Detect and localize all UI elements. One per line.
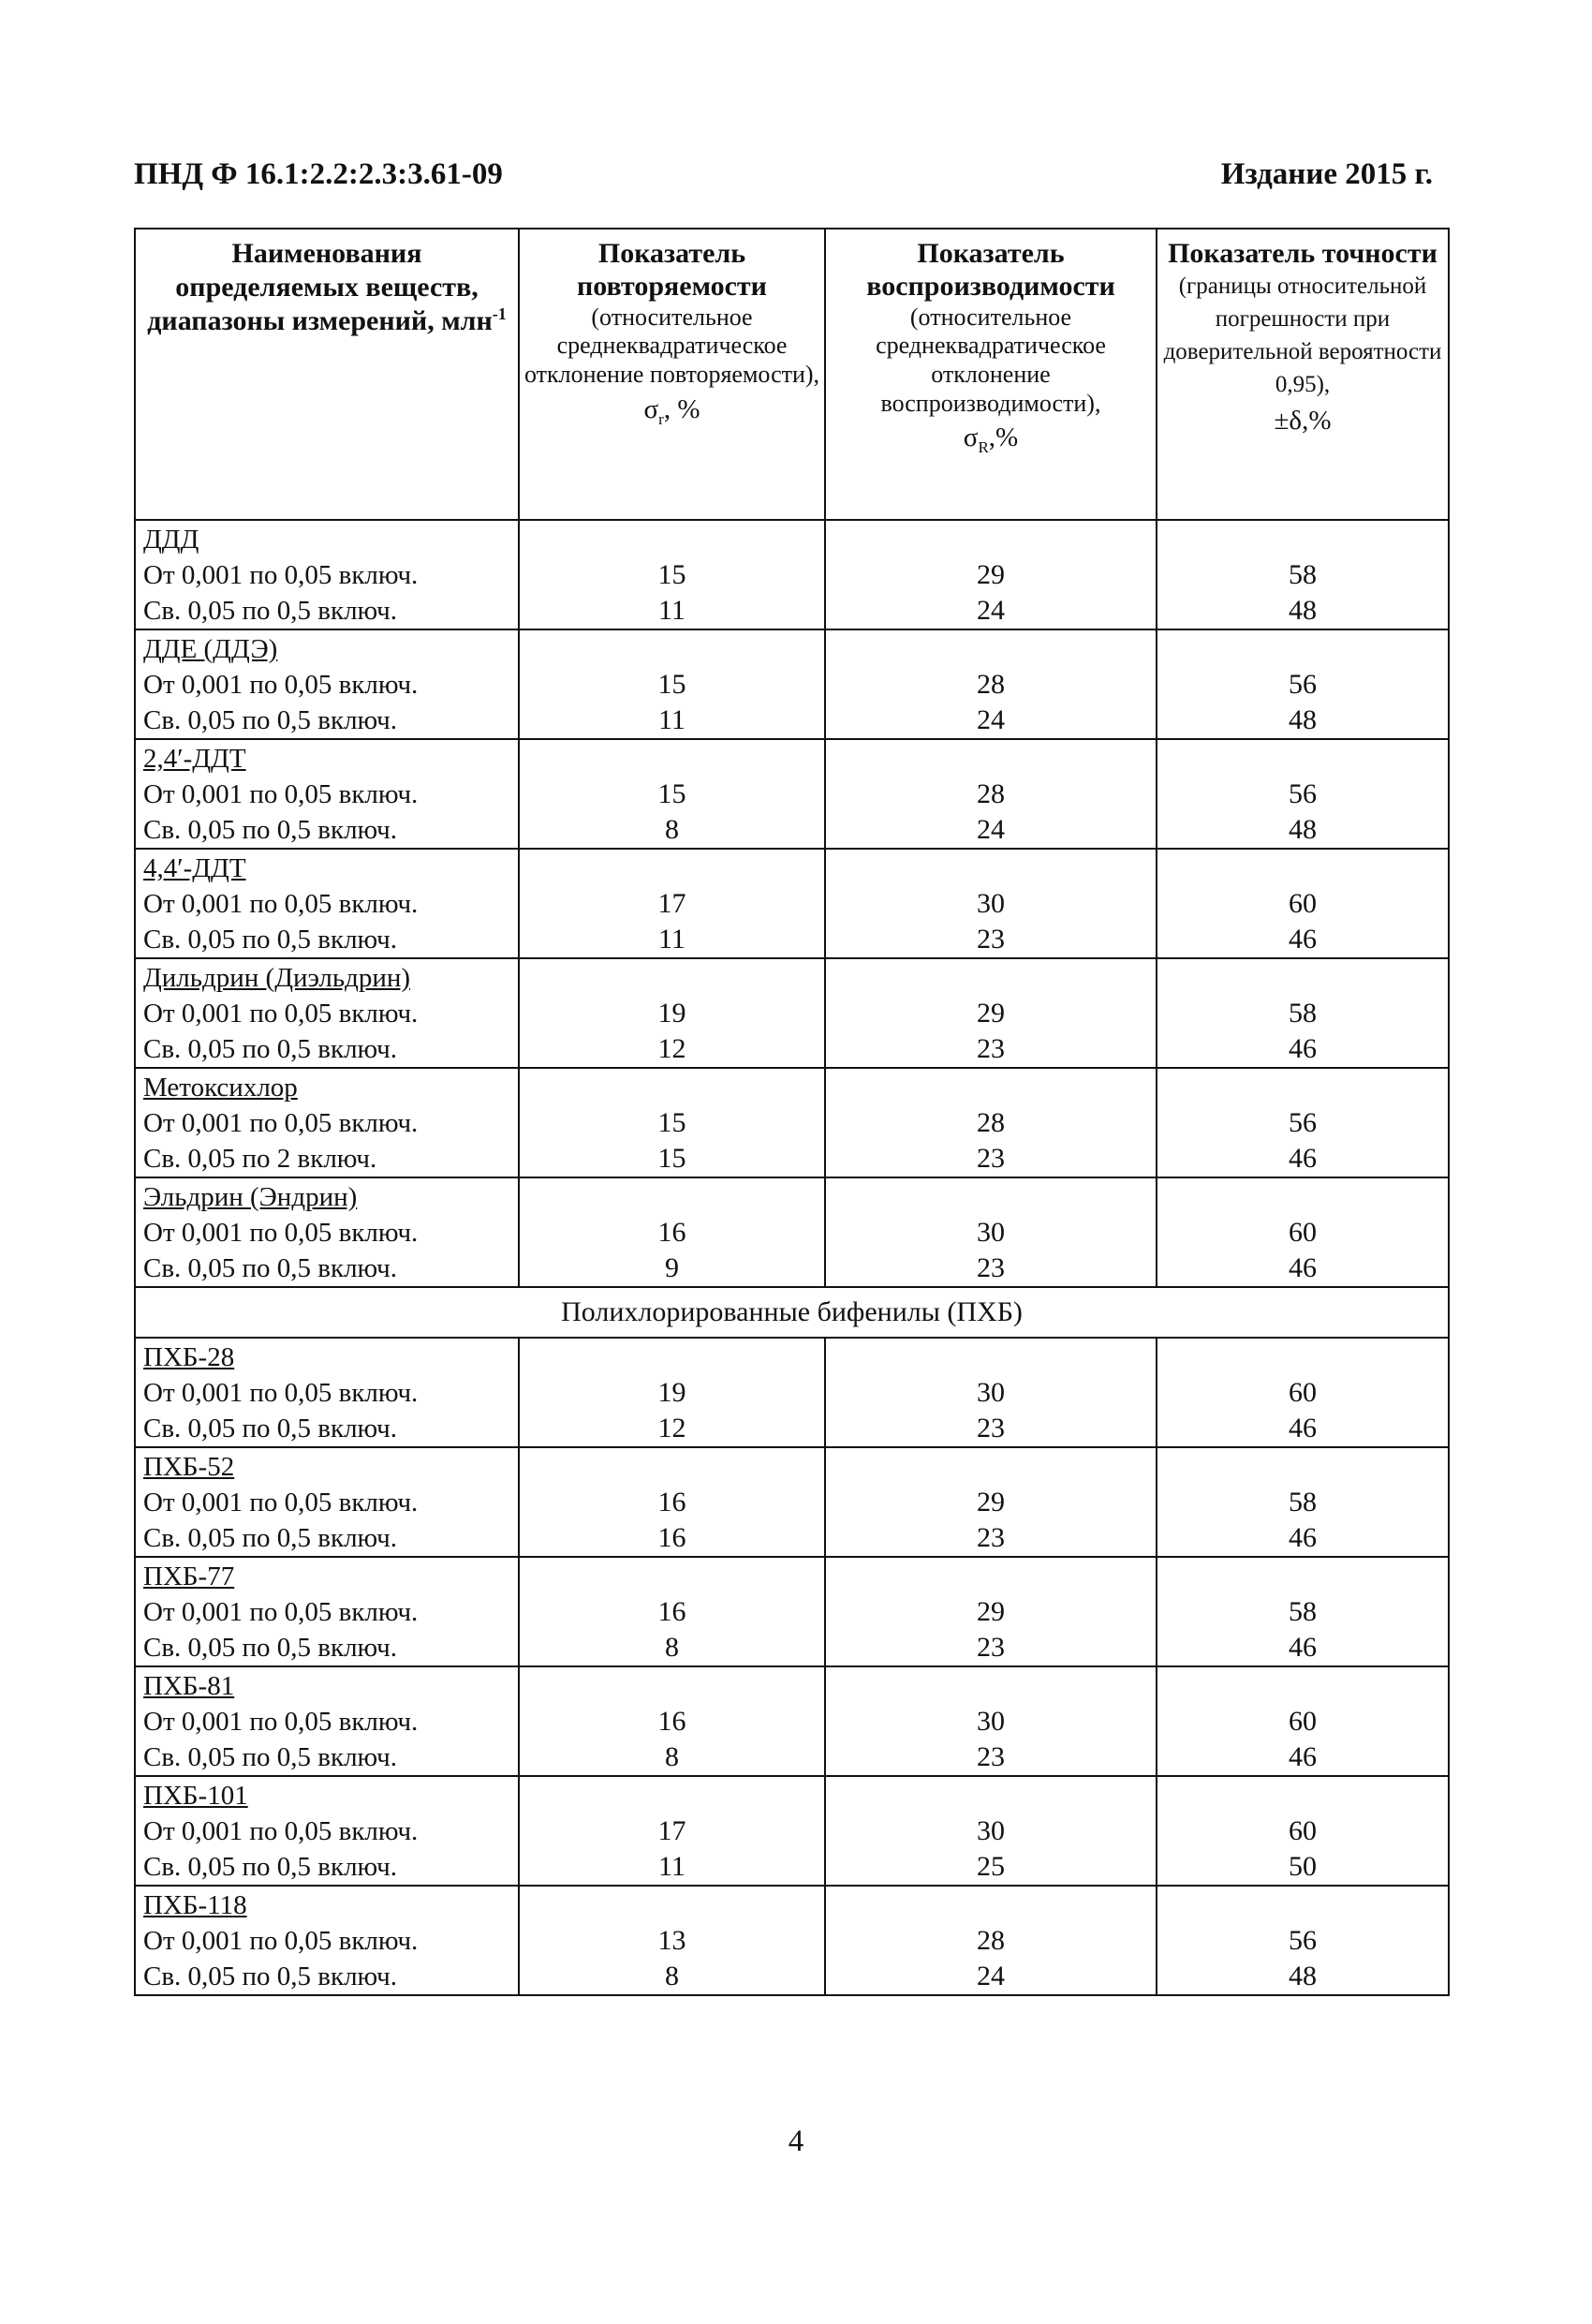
- reproducibility-value: 24: [977, 595, 1005, 626]
- substance-name: 2,4′-ДДТ: [143, 744, 246, 774]
- table-row: [135, 739, 1449, 849]
- repeatability-cell: [519, 1177, 825, 1287]
- repeatability-value: 17: [657, 888, 686, 919]
- reproducibility-value: 24: [977, 814, 1005, 845]
- substance-name: ДДД: [143, 525, 199, 555]
- header-repeatability-symbol: $\sigma_r$, %: [643, 393, 700, 428]
- table-row: [135, 1886, 1449, 1995]
- repeatability-value: 11: [658, 595, 685, 626]
- repeatability-value: 15: [657, 778, 686, 809]
- reproducibility-value: 30: [977, 1377, 1005, 1408]
- reproducibility-cell: [825, 958, 1157, 1068]
- reproducibility-value: 30: [977, 1706, 1005, 1737]
- measurement-range: Св. 0,05 по 0,5 включ.: [143, 1523, 397, 1553]
- substance-name: ПХБ-28: [143, 1342, 235, 1372]
- accuracy-value: 48: [1289, 1961, 1317, 1991]
- measurement-range: Св. 0,05 по 0,5 включ.: [143, 1852, 397, 1882]
- table-row: [135, 1338, 1449, 1447]
- measurement-range: От 0,001 по 0,05 включ.: [143, 670, 419, 700]
- repeatability-value: 16: [657, 1487, 686, 1517]
- reproducibility-value: 29: [977, 1487, 1005, 1517]
- table-row: [135, 1666, 1449, 1776]
- repeatability-cell: [519, 1886, 825, 1995]
- repeatability-value: 9: [665, 1252, 679, 1283]
- accuracy-value: 48: [1289, 814, 1317, 845]
- accuracy-value: 60: [1289, 1377, 1317, 1408]
- header-substances-unit-exponent: -1: [492, 304, 507, 323]
- repeatability-value: 12: [657, 1033, 686, 1064]
- measurement-range: Св. 0,05 по 0,5 включ.: [143, 1742, 397, 1772]
- accuracy-value: 58: [1289, 998, 1317, 1029]
- accuracy-cell: [1157, 629, 1449, 739]
- header-reproducibility-title: Показатель воспроизводимости: [866, 238, 1115, 303]
- header-accuracy-symbol: ±δ,%: [1274, 406, 1332, 437]
- reproducibility-cell: [825, 1447, 1157, 1557]
- table-row: [135, 1776, 1449, 1886]
- repeatability-value: 19: [657, 1377, 686, 1408]
- repeatability-value: 11: [658, 1851, 685, 1882]
- substance-cell: [135, 958, 519, 1068]
- accuracy-value: 60: [1289, 1706, 1317, 1737]
- measurement-range: От 0,001 по 0,05 включ.: [143, 889, 419, 919]
- measurement-range: От 0,001 по 0,05 включ.: [143, 1707, 419, 1737]
- header-repeatability: [519, 229, 825, 520]
- accuracy-value: 60: [1289, 1217, 1317, 1248]
- measurement-range: Св. 0,05 по 0,5 включ.: [143, 1253, 397, 1283]
- substance-name: Метоксихлор: [143, 1073, 298, 1103]
- accuracy-cell: [1157, 1177, 1449, 1287]
- reproducibility-cell: [825, 1338, 1157, 1447]
- measurement-range: От 0,001 по 0,05 включ.: [143, 1218, 419, 1248]
- reproducibility-value: 23: [977, 1632, 1005, 1663]
- substance-cell: [135, 520, 519, 629]
- reproducibility-value: 28: [977, 669, 1005, 700]
- accuracy-cell: [1157, 1886, 1449, 1995]
- organochlorine-rows: [135, 520, 1449, 1287]
- repeatability-cell: [519, 1338, 825, 1447]
- accuracy-value: 58: [1289, 1487, 1317, 1517]
- reproducibility-value: 23: [977, 1413, 1005, 1443]
- reproducibility-value: 23: [977, 924, 1005, 955]
- substance-name: ПХБ-52: [143, 1452, 235, 1482]
- substance-cell: [135, 739, 519, 849]
- accuracy-value: 60: [1289, 888, 1317, 919]
- reproducibility-value: 23: [977, 1522, 1005, 1553]
- repeatability-cell: [519, 629, 825, 739]
- accuracy-value: 60: [1289, 1815, 1317, 1846]
- reproducibility-cell: [825, 629, 1157, 739]
- repeatability-value: 8: [665, 1632, 679, 1663]
- accuracy-cell: [1157, 849, 1449, 958]
- repeatability-cell: [519, 1557, 825, 1666]
- page-number: 4: [788, 2124, 804, 2158]
- table-row: [135, 1557, 1449, 1666]
- repeatability-value: 19: [657, 998, 686, 1029]
- repeatability-value: 15: [657, 1143, 686, 1174]
- substance-cell: [135, 1776, 519, 1886]
- accuracy-cell: [1157, 1338, 1449, 1447]
- repeatability-value: 16: [657, 1596, 686, 1627]
- accuracy-value: 58: [1289, 1596, 1317, 1627]
- accuracy-value: 46: [1289, 1741, 1317, 1772]
- document-edition: Издание 2015 г.: [1220, 157, 1433, 191]
- reproducibility-value: 23: [977, 1252, 1005, 1283]
- measurement-range: От 0,001 по 0,05 включ.: [143, 1926, 419, 1956]
- accuracy-value: 56: [1289, 1925, 1317, 1956]
- measurement-range: Св. 0,05 по 0,5 включ.: [143, 1414, 397, 1443]
- reproducibility-value: 28: [977, 1925, 1005, 1956]
- substance-name: ПХБ-118: [143, 1890, 247, 1920]
- repeatability-cell: [519, 1776, 825, 1886]
- reproducibility-value: 29: [977, 559, 1005, 590]
- table-row: [135, 629, 1449, 739]
- measurement-range: От 0,001 по 0,05 включ.: [143, 999, 419, 1029]
- accuracy-cell: [1157, 739, 1449, 849]
- repeatability-value: 16: [657, 1706, 686, 1737]
- repeatability-value: 16: [657, 1217, 686, 1248]
- substance-cell: [135, 849, 519, 958]
- header-reproducibility-subtitle: (относительное среднеквадратическое отклонение воспроизводимости),: [876, 303, 1106, 417]
- reproducibility-cell: [825, 1886, 1157, 1995]
- accuracy-cell: [1157, 1666, 1449, 1776]
- accuracy-value: 46: [1289, 1413, 1317, 1443]
- accuracy-value: 46: [1289, 1632, 1317, 1663]
- accuracy-value: 46: [1289, 1522, 1317, 1553]
- table-row: [135, 1177, 1449, 1287]
- reproducibility-value: 25: [977, 1851, 1005, 1882]
- accuracy-value: 58: [1289, 559, 1317, 590]
- reproducibility-cell: [825, 849, 1157, 958]
- repeatability-value: 13: [657, 1925, 686, 1956]
- table-row: [135, 958, 1449, 1068]
- substance-cell: [135, 1666, 519, 1776]
- repeatability-value: 8: [665, 1961, 679, 1991]
- repeatability-value: 12: [657, 1413, 686, 1443]
- measurement-range: Св. 0,05 по 0,5 включ.: [143, 1633, 397, 1663]
- reproducibility-value: 24: [977, 1961, 1005, 1991]
- header-substances-title: Наименования определяемых веществ, диапазоны измерений, млн: [147, 238, 493, 336]
- substance-cell: [135, 1068, 519, 1177]
- repeatability-cell: [519, 1068, 825, 1177]
- measurement-range: От 0,001 по 0,05 включ.: [143, 560, 419, 590]
- measurement-range: Св. 0,05 по 0,5 включ.: [143, 925, 397, 955]
- measurement-range: Св. 0,05 по 2 включ.: [143, 1144, 377, 1174]
- measurement-range: От 0,001 по 0,05 включ.: [143, 1488, 419, 1517]
- pcb-rows: [135, 1338, 1449, 1995]
- substance-cell: [135, 1177, 519, 1287]
- substance-cell: [135, 629, 519, 739]
- header-substances: [135, 229, 519, 520]
- repeatability-value: 16: [657, 1522, 686, 1553]
- accuracy-value: 56: [1289, 1107, 1317, 1138]
- header-reproducibility: [825, 229, 1157, 520]
- substance-name: Эльдрин (Эндрин): [143, 1182, 358, 1212]
- measurement-range: Св. 0,05 по 0,5 включ.: [143, 705, 397, 735]
- accuracy-cell: [1157, 1068, 1449, 1177]
- table-row: [135, 849, 1449, 958]
- repeatability-value: 11: [658, 704, 685, 735]
- table-row: [135, 1447, 1449, 1557]
- accuracy-cell: [1157, 958, 1449, 1068]
- measurement-range: Св. 0,05 по 0,5 включ.: [143, 596, 397, 626]
- table-header-row: [135, 229, 1449, 520]
- table-row: [135, 520, 1449, 629]
- repeatability-cell: [519, 520, 825, 629]
- accuracy-cell: [1157, 520, 1449, 629]
- reproducibility-cell: [825, 1776, 1157, 1886]
- precision-table: [134, 228, 1450, 1996]
- repeatability-value: 8: [665, 1741, 679, 1772]
- reproducibility-value: 24: [977, 704, 1005, 735]
- section-row: [135, 1287, 1449, 1338]
- accuracy-value: 46: [1289, 924, 1317, 955]
- substance-name: ПХБ-101: [143, 1781, 248, 1811]
- accuracy-value: 46: [1289, 1252, 1317, 1283]
- repeatability-value: 15: [657, 559, 686, 590]
- reproducibility-value: 23: [977, 1143, 1005, 1174]
- reproducibility-value: 23: [977, 1741, 1005, 1772]
- accuracy-value: 56: [1289, 669, 1317, 700]
- document-header: [134, 157, 1433, 214]
- section-divider: [135, 1287, 1449, 1338]
- substance-cell: [135, 1447, 519, 1557]
- repeatability-value: 8: [665, 814, 679, 845]
- repeatability-value: 15: [657, 669, 686, 700]
- accuracy-value: 46: [1289, 1143, 1317, 1174]
- reproducibility-value: 30: [977, 888, 1005, 919]
- measurement-range: От 0,001 по 0,05 включ.: [143, 1108, 419, 1138]
- table-row: [135, 1068, 1449, 1177]
- substance-name: Дильдрин (Диэльдрин): [143, 963, 411, 993]
- repeatability-value: 17: [657, 1815, 686, 1846]
- reproducibility-value: 29: [977, 1596, 1005, 1627]
- header-accuracy-subtitle: (границы относительной погрешности при доверительной вероятности 0,95),: [1163, 274, 1442, 398]
- repeatability-cell: [519, 958, 825, 1068]
- reproducibility-cell: [825, 739, 1157, 849]
- accuracy-cell: [1157, 1557, 1449, 1666]
- reproducibility-cell: [825, 520, 1157, 629]
- accuracy-cell: [1157, 1447, 1449, 1557]
- header-accuracy: [1157, 229, 1449, 520]
- accuracy-value: 56: [1289, 778, 1317, 809]
- reproducibility-cell: [825, 1177, 1157, 1287]
- repeatability-cell: [519, 849, 825, 958]
- measurement-range: От 0,001 по 0,05 включ.: [143, 779, 419, 809]
- repeatability-cell: [519, 739, 825, 849]
- repeatability-cell: [519, 1666, 825, 1776]
- substance-cell: [135, 1557, 519, 1666]
- reproducibility-cell: [825, 1068, 1157, 1177]
- reproducibility-value: 23: [977, 1033, 1005, 1064]
- repeatability-cell: [519, 1447, 825, 1557]
- document-code: ПНД Ф 16.1:2.2:2.3:3.61-09: [134, 157, 503, 191]
- header-repeatability-title: Показатель повторяемости: [577, 238, 767, 303]
- header-reproducibility-symbol: $\sigma_R,\%$: [963, 422, 1019, 457]
- accuracy-value: 50: [1289, 1851, 1317, 1882]
- measurement-range: Св. 0,05 по 0,5 включ.: [143, 815, 397, 845]
- substance-name: ПХБ-81: [143, 1671, 235, 1701]
- reproducibility-cell: [825, 1557, 1157, 1666]
- measurement-range: От 0,001 по 0,05 включ.: [143, 1597, 419, 1627]
- reproducibility-value: 30: [977, 1815, 1005, 1846]
- substance-cell: [135, 1338, 519, 1447]
- measurement-range: Св. 0,05 по 0,5 включ.: [143, 1034, 397, 1064]
- reproducibility-cell: [825, 1666, 1157, 1776]
- measurement-range: От 0,001 по 0,05 включ.: [143, 1378, 419, 1408]
- accuracy-value: 48: [1289, 704, 1317, 735]
- measurement-range: От 0,001 по 0,05 включ.: [143, 1816, 419, 1846]
- substance-name: 4,4′-ДДТ: [143, 853, 246, 883]
- accuracy-value: 46: [1289, 1033, 1317, 1064]
- reproducibility-value: 30: [977, 1217, 1005, 1248]
- accuracy-cell: [1157, 1776, 1449, 1886]
- header-repeatability-subtitle: (относительное среднеквадратическое отклонение повторяемости),: [523, 303, 820, 389]
- reproducibility-value: 28: [977, 778, 1005, 809]
- measurement-range: Св. 0,05 по 0,5 включ.: [143, 1961, 397, 1991]
- header-accuracy-title: Показатель точности: [1168, 238, 1437, 269]
- substance-name: ДДЕ (ДДЭ): [143, 634, 278, 664]
- repeatability-value: 15: [657, 1107, 686, 1138]
- reproducibility-value: 29: [977, 998, 1005, 1029]
- substance-cell: [135, 1886, 519, 1995]
- accuracy-value: 48: [1289, 595, 1317, 626]
- repeatability-value: 11: [658, 924, 685, 955]
- substance-name: ПХБ-77: [143, 1562, 235, 1591]
- reproducibility-value: 28: [977, 1107, 1005, 1138]
- section-title: Полихлорированные бифенилы (ПХБ): [135, 1287, 1449, 1338]
